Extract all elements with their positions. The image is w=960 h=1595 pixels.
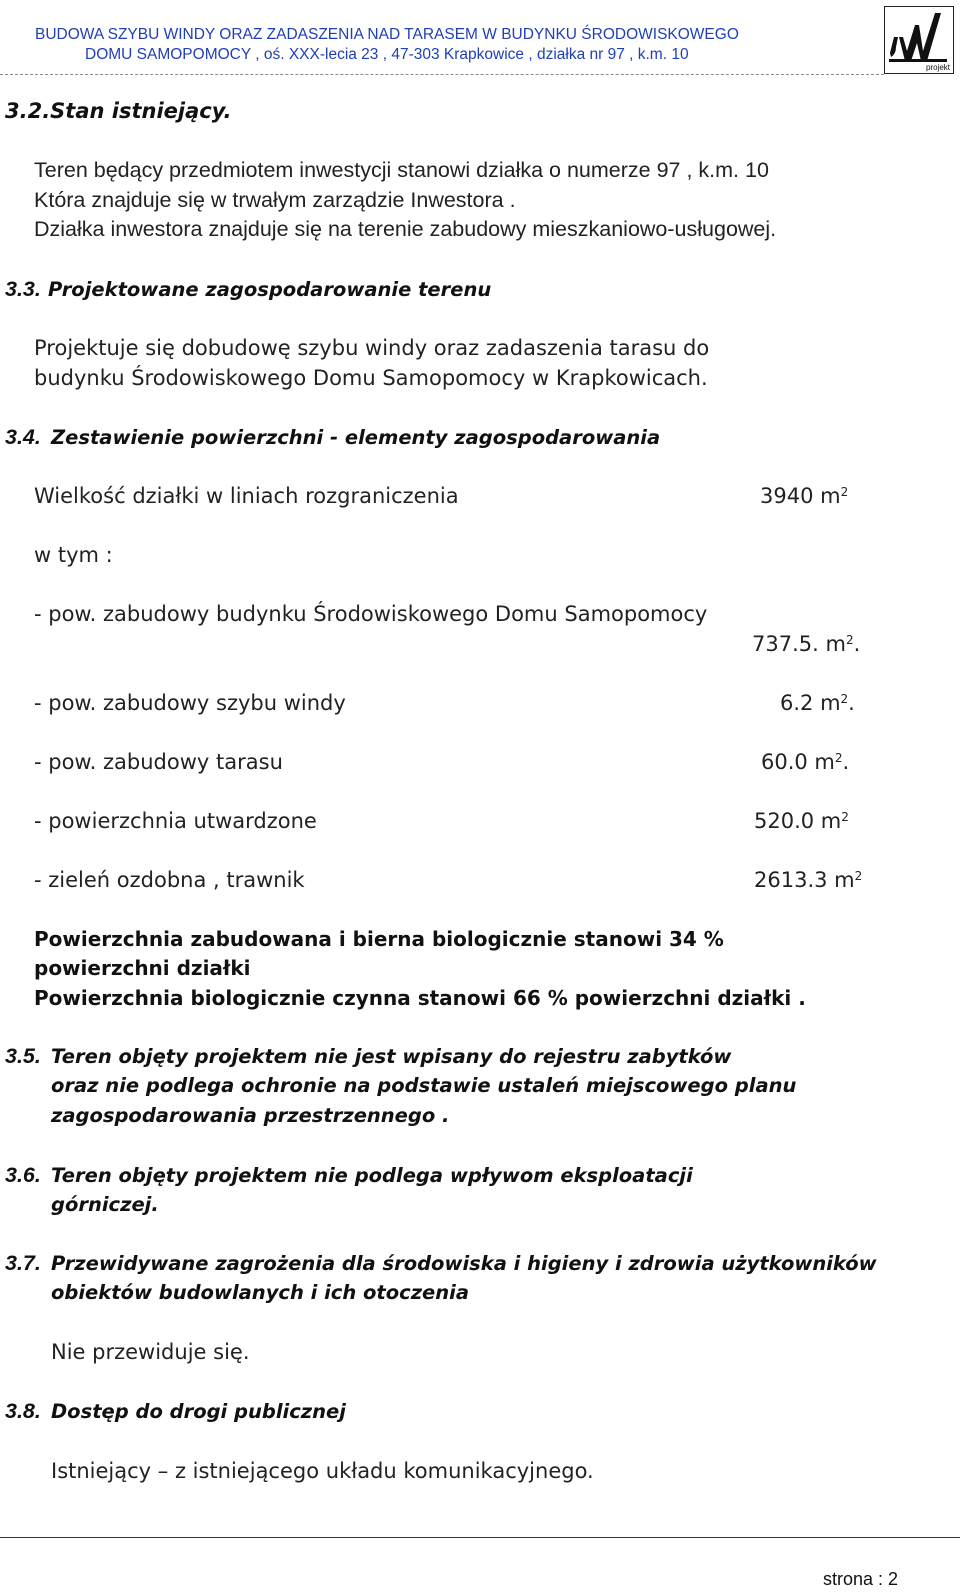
company-logo [884,6,954,74]
section-3-3-line-2: budynku Środowiskowego Domu Samopomocy w Krapkowicach. [34,366,708,390]
section-3-2-line-2: Która znajduje się w trwałym zarządzie Inwestora . [34,188,516,212]
section-3-7-line-1: Przewidywane zagrożenia dla środowiska i higieny i zdrowia użytkowników [51,1252,877,1275]
section-3-7-body: Nie przewiduje się. [51,1340,250,1364]
table-row: - pow. zabudowy szybu windy [34,691,346,715]
header-line-2: DOMU SAMOPOMOCY , oś. XXX-lecia 23 , 47-303 Krapkowice , działka nr 97 , k.m. 10 [85,46,689,63]
table-row: - powierzchnia utwardzone [34,809,317,833]
plot-area-label: Wielkość działki w liniach rozgraniczenia [34,484,459,508]
row-value: 520.0 $m^2$ [754,809,849,833]
section-3-2-title: 3.2.Stan istniejący. [5,99,232,123]
section-3-3-line-1: Projektuje się dobudowę szybu windy oraz zadaszenia tarasu do [34,336,710,360]
row-value: 737.5. $m^2$. [752,632,861,656]
section-3-4-number: 3.4. [5,425,41,449]
page-number: strona : 2 [823,1569,899,1589]
summary-line-2: powierzchni działki [34,956,251,980]
summary-line-3: Powierzchnia biologicznie czynna stanowi 66 % powierzchni działki . [34,986,806,1010]
section-3-8-title: Dostęp do drogi publicznej [51,1400,346,1423]
section-3-2-line-3: Działka inwestora znajduje się na terenie zabudowy mieszkaniowo-usługowej. [34,217,777,241]
section-3-7-line-2: obiektów budowlanych i ich otoczenia [51,1281,469,1304]
section-3-6-line-2: górniczej. [51,1193,159,1216]
section-3-3-title: Projektowane zagospodarowanie terenu [48,278,492,301]
section-3-3-number: 3.3. [5,277,41,301]
section-3-5-line-1: Teren objęty projektem nie jest wpisany do rejestru zabytków [51,1045,732,1068]
section-3-6-number: 3.6. [5,1163,41,1187]
table-row: - pow. zabudowy tarasu [34,750,283,774]
section-3-8-number: 3.8. [5,1399,41,1423]
section-3-8-body: Istniejący – z istniejącego układu komunikacyjnego. [51,1459,594,1483]
table-row: - zieleń ozdobna , trawnik [34,868,305,892]
row-value: 6.2 $m^2$. [780,691,855,715]
row-value: 2613.3 $m^2$ [754,868,863,892]
header-line-1: BUDOWA SZYBU WINDY ORAZ ZADASZENIA NAD TARASEM W BUDYNKU ŚRODOWISKOWEGO [35,26,739,43]
section-3-7-number: 3.7. [5,1251,41,1275]
header-rule [0,74,884,75]
section-3-5-line-2: oraz nie podlega ochronie na podstawie ustaleń miejscowego planu [51,1074,797,1097]
table-row: - pow. zabudowy budynku Środowiskowego Domu Samopomocy [34,602,708,626]
plot-area-value: 3940 $m^2$ [760,484,849,508]
logo-caption: projekt [925,63,950,72]
footer-rule [0,1537,960,1538]
section-3-5-number: 3.5. [5,1044,41,1068]
section-3-4-title: Zestawienie powierzchni - elementy zagospodarowania [51,426,661,449]
section-3-5-line-3: zagospodarowania przestrzennego . [51,1104,450,1127]
row-value: 60.0 $m^2$. [761,750,850,774]
section-3-6-line-1: Teren objęty projektem nie podlega wpływom eksploatacji [51,1164,693,1187]
in-which-label: w tym : [34,543,113,567]
summary-line-1: Powierzchnia zabudowana i bierna biologicznie stanowi 34 % [34,927,724,951]
section-3-2-line-1: Teren będący przedmiotem inwestycji stanowi działka o numerze 97 , k.m. 10 [34,158,769,182]
